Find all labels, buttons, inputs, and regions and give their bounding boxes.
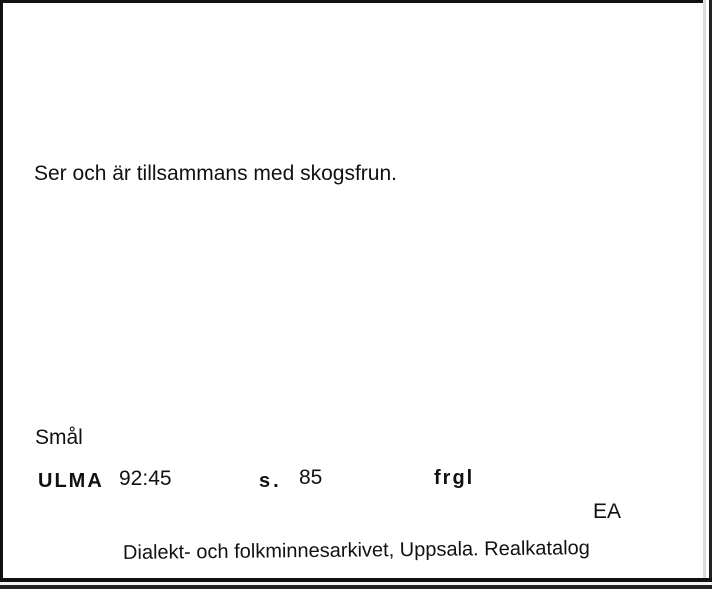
card-main-text: Ser och är tillsammans med skogsfrun. [34, 162, 397, 185]
page-label: s. [259, 470, 282, 492]
category-code: frgl [434, 467, 475, 489]
card-footer: Dialekt- och folkminnesarkivet, Uppsala. Realkatalog [122, 537, 590, 564]
recorder-initials: EA [593, 500, 622, 523]
archive-code: ULMA [38, 470, 104, 492]
card-left-edge [0, 0, 3, 589]
reference-number: 92:45 [119, 467, 172, 490]
page-number: 85 [299, 466, 323, 489]
card-top-edge [0, 0, 712, 3]
card-right-edge [703, 0, 712, 589]
card-bottom-edge [0, 578, 712, 589]
region-label: Smål [35, 426, 83, 449]
